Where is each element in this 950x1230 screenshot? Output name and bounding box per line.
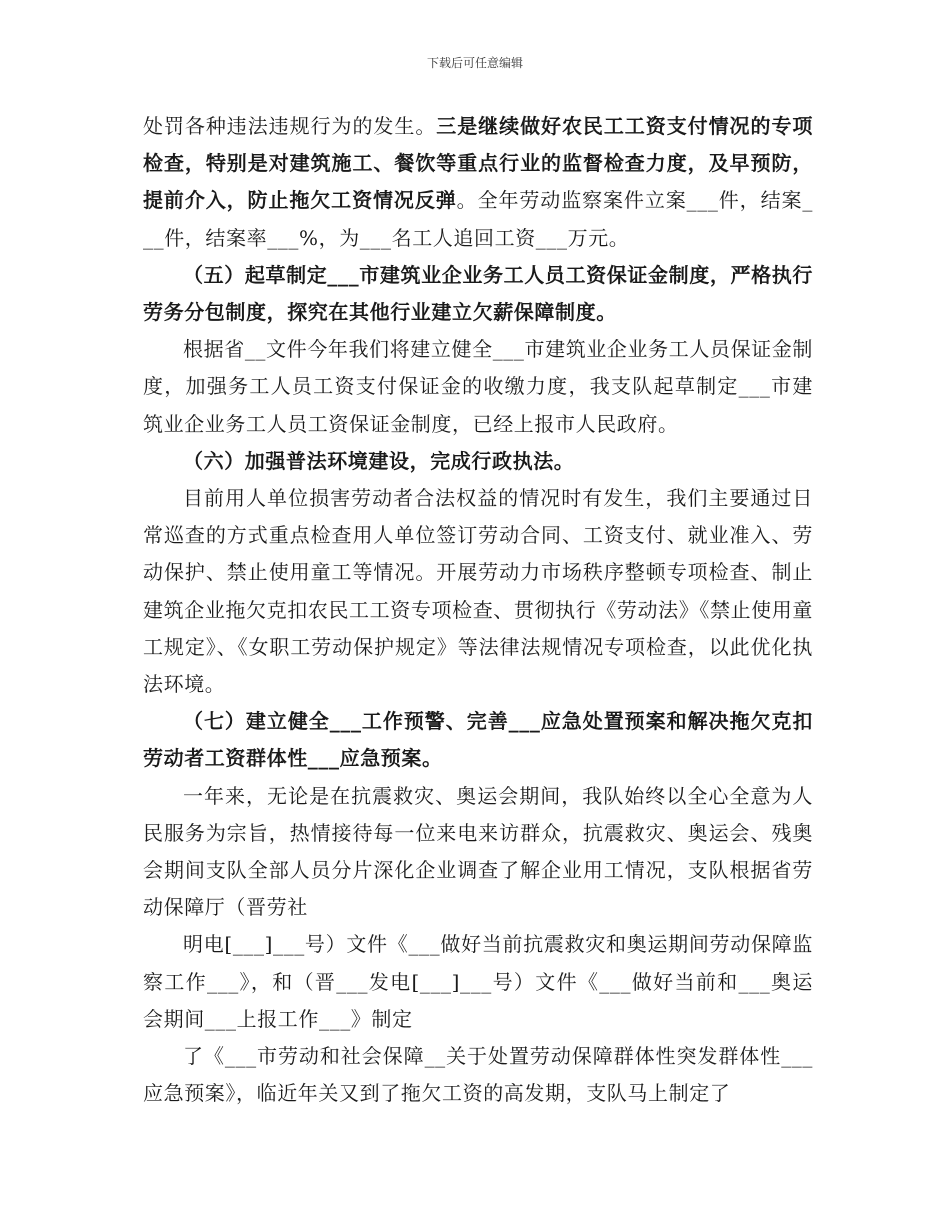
paragraph-lead-text: 处罚各种违法违规行为的发生。 [143, 114, 437, 138]
paragraph-bold-text: 三是继续做好农民工工资支付情况的专项检查，特别是对建筑施工、餐饮等重点行业的监督检查力度，及早预防，提前介入，防止拖欠工资情况反弹 [143, 114, 813, 213]
paragraph-emergency-plan: 了《___市劳动和社会保障__关于处置劳动保障群体性突发群体性___应急预案》，临近年关又到了拖欠工资的高发期，支队马上制定了 [143, 1044, 813, 1106]
document-body [143, 108, 813, 1112]
paragraph-tail-text: 。全年劳动监察案件立案___件，结案___件，结案率___%，为___名工人追回工资___万元。 [143, 188, 814, 250]
section-heading-6: （六）加强普法环境建设，完成行政执法。 [183, 448, 575, 473]
paragraph-wage-deposit: 根据省__文件今年我们将建立健全___市建筑业企业务工人员保证金制度，加强务工人员工资支付保证金的收缴力度，我支队起草制定___市建筑业企业务工人员工资保证金制度，已经上报市人民政府。 [143, 337, 813, 436]
paragraph-labor-inspection [143, 108, 813, 257]
page-header: 下载后可任意编辑 [426, 56, 523, 70]
paragraph-law-enforcement: 目前用人单位损害劳动者合法权益的情况时有发生，我们主要通过日常巡查的方式重点检查用人单位签订劳动合同、工资支付、就业准入、劳动保护、禁止使用童工等情况。开展劳动力市场秩序整顿专项检查、制止建筑企业拖欠克扣农民工工资专项检查、贯彻执行《劳动法》《禁止使用童工规定》、《女职工劳动保护规定》等法律法规情况专项检查，以此优化执法环境。 [143, 486, 813, 697]
section-heading-5: （五）起草制定___市建筑业企业务工人员工资保证金制度，严格执行劳务分包制度，探究在其他行业建立欠薪保障制度。 [143, 262, 813, 325]
section-heading-7: （七）建立健全___工作预警、完善___应急处置预案和解决拖欠克扣劳动者工资群体性___应急预案。 [143, 709, 813, 771]
paragraph-year-review: 一年来，无论是在抗震救灾、奥运会期间，我队始终以全心全意为人民服务为宗旨，热情接待每一位来电来访群众，抗震救灾、奥运会、残奥会期间支队全部人员分片深化企业调查了解企业用工情况，支队根据省劳动保障厅（晋劳社 [143, 783, 813, 920]
paragraph-telegram-docs: 明电[___]___号）文件《___做好当前抗震救灾和奥运期间劳动保障监察工作___》，和（晋___发电[___]___号）文件《___做好当前和___奥运会期间___上报工作___》制定 [143, 932, 813, 1031]
